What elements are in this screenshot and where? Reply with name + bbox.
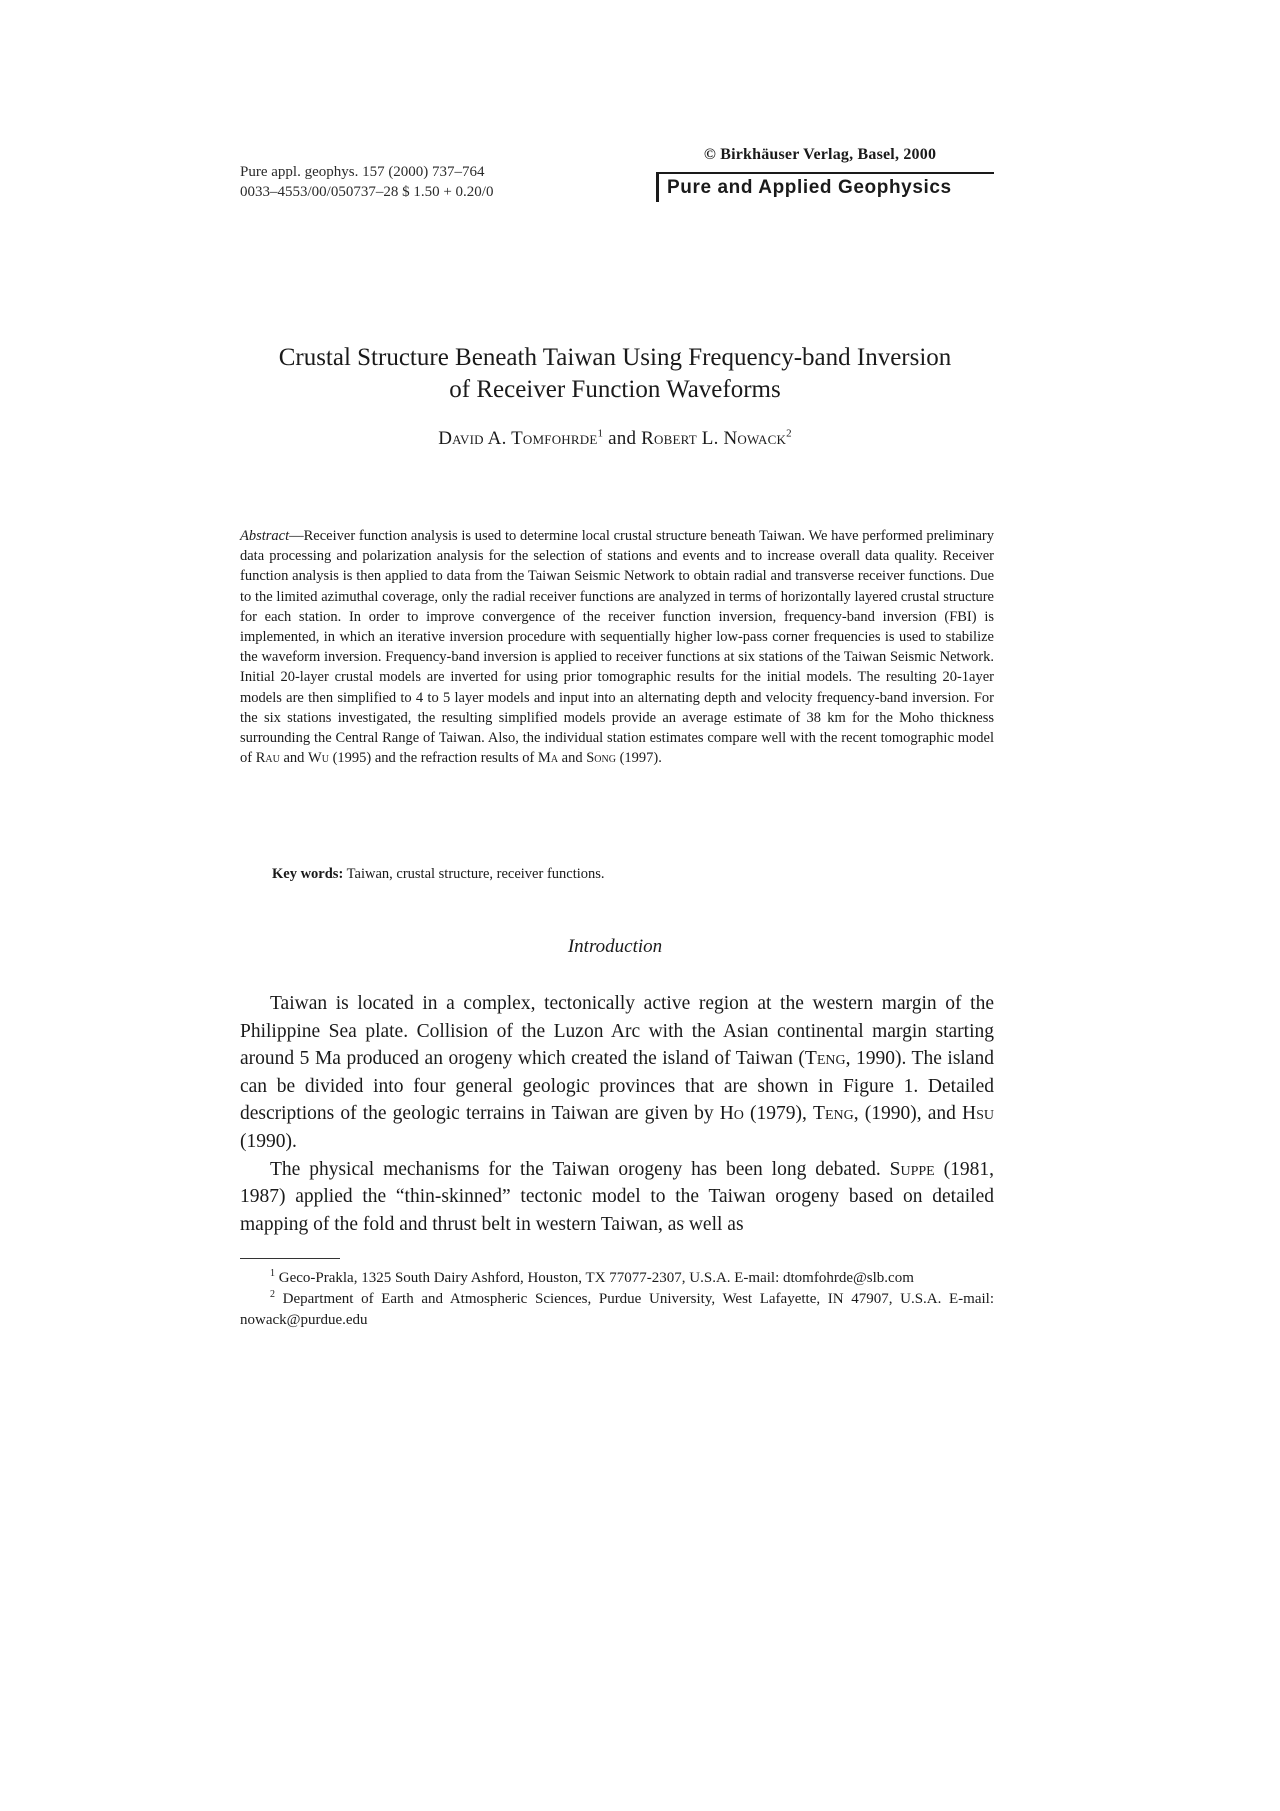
intro-ref-teng-1: Teng xyxy=(804,1048,846,1070)
footnote-1-text: Geco-Prakla, 1325 South Dairy Ashford, Houston, TX 77077-2307, U.S.A. E-mail: dtomfohrde@slb.com xyxy=(278,1270,914,1286)
intro-p1-text-a: Taiwan is located in a complex, tectonically active region at the western margin of the Philippine Sea plate. Collision of the Luzon Arc with the Asian continental margin starting around 5 Ma produced an orogeny which created the island of Taiwan ( xyxy=(240,993,994,1070)
citation-block xyxy=(240,162,493,202)
intro-p1-text-d: , (1990), and xyxy=(853,1103,956,1125)
intro-p2-text-b: (1981, 1987) applied the “thin-skinned” tectonic model to the Taiwan orogeny based on detailed mapping of the fold and thrust belt in western Taiwan, as well as xyxy=(240,1158,994,1235)
publisher-block xyxy=(656,146,994,202)
copyright-notice: © Birkhäuser Verlag, Basel, 2000 xyxy=(703,146,937,163)
footnote-2-mark: 2 xyxy=(270,1289,275,1300)
footnote-2 xyxy=(240,1289,994,1331)
author-line xyxy=(200,428,1030,450)
intro-p2-text-a: The physical mechanisms for the Taiwan orogeny has been long debated. xyxy=(270,1158,881,1180)
abstract-ref-ma: Ma xyxy=(537,750,559,767)
intro-p1-text-b: , 1990). The island can be divided into four general geologic provinces that are shown in Figure 1. Detailed descriptions of the geologic terrains in Taiwan are given by xyxy=(240,1048,994,1125)
abstract-text-1: Receiver function analysis is used to determine local crustal structure beneath Taiwan. We have performed preliminary data processing and polarization analysis for the selection of stations and events and to increase overall data quality. Receiver function analysis is then applied to data from the Taiwan Seismic Network to obtain radial and transverse receiver functions. Due to the limited azimuthal coverage, only the radial receiver functions are analyzed in terms of horizontally layered crustal structure for each station. In order to improve convergence of the receiver function inversion, frequency-band inversion (FBI) is implemented, in which an iterative inversion procedure with sequentially higher low-pass corner frequencies is used to stabilize the waveform inversion. Frequency-band inversion is applied to receiver functions at six stations of the Taiwan Seismic Network. Initial 20-layer crustal models are inverted for using prior tomographic results for the initial models. The resulting 20-1ayer models are then simplified to 4 to 5 layer models and input into an alternating depth and velocity frequency-band inversion. For the six stations investigated, the resulting simplified models provide an average estimate of 38 km for the Moho thickness surrounding the Central Range of Taiwan. Also, the individual station estimates compare well with the recent tomographic model of xyxy=(240,528,994,767)
footnotes xyxy=(240,1268,994,1331)
author-2: Robert L. Nowack xyxy=(641,428,787,449)
abstract-dash: — xyxy=(289,528,304,544)
intro-ref-hsu: Hsu xyxy=(962,1103,994,1125)
abstract xyxy=(240,526,994,768)
intro-p1-text-e: (1990). xyxy=(240,1130,297,1152)
abstract-label: Abstract xyxy=(240,528,290,544)
intro-paragraph-1 xyxy=(240,990,994,1156)
abstract-ref-song: Song xyxy=(586,750,616,767)
abstract-and-2: and xyxy=(561,750,583,767)
author-1-affiliation-mark: 1 xyxy=(597,427,604,440)
footnote-rule xyxy=(240,1258,340,1259)
intro-ref-ho: Ho xyxy=(719,1103,744,1125)
author-1: David A. Tomfohrde xyxy=(438,428,598,449)
abstract-and-1: and xyxy=(283,750,305,767)
title-line-2: of Receiver Function Waveforms xyxy=(449,376,781,403)
author-conjunction: and xyxy=(608,428,637,449)
keywords xyxy=(272,866,605,883)
section-heading-introduction: Introduction xyxy=(567,936,663,957)
intro-ref-teng-2: Teng xyxy=(813,1103,854,1125)
citation-line-2: 0033–4553/00/050737–28 $ 1.50 + 0.20/0 xyxy=(240,184,494,200)
abstract-text-2: (1995) and the refraction results of xyxy=(332,750,535,767)
abstract-text-3: (1997). xyxy=(619,750,662,767)
intro-paragraph-2 xyxy=(240,1156,994,1239)
journal-name: Pure and Applied Geophysics xyxy=(656,172,994,202)
title-line-1: Crustal Structure Beneath Taiwan Using Frequency-band Inversion xyxy=(278,344,952,371)
keywords-label: Key words: xyxy=(272,866,344,882)
paper-title xyxy=(200,342,1030,406)
footnote-2-text: Department of Earth and Atmospheric Sciences, Purdue University, West Lafayette, IN 47907, U.S.A. E-mail: nowack@purdue.edu xyxy=(240,1291,995,1328)
intro-p1-text-c: (1979), xyxy=(750,1103,807,1125)
footnote-1-mark: 1 xyxy=(270,1268,275,1279)
keywords-value: Taiwan, crustal structure, receiver functions. xyxy=(346,866,605,882)
footnote-1 xyxy=(240,1268,994,1289)
author-2-affiliation-mark: 2 xyxy=(786,427,792,440)
abstract-ref-wu: Wu xyxy=(308,750,329,767)
intro-ref-suppe: Suppe xyxy=(889,1158,935,1180)
abstract-ref-rau: Rau xyxy=(255,750,280,767)
introduction-body xyxy=(240,990,994,1238)
citation-line-1: Pure appl. geophys. 157 (2000) 737–764 xyxy=(240,164,485,180)
